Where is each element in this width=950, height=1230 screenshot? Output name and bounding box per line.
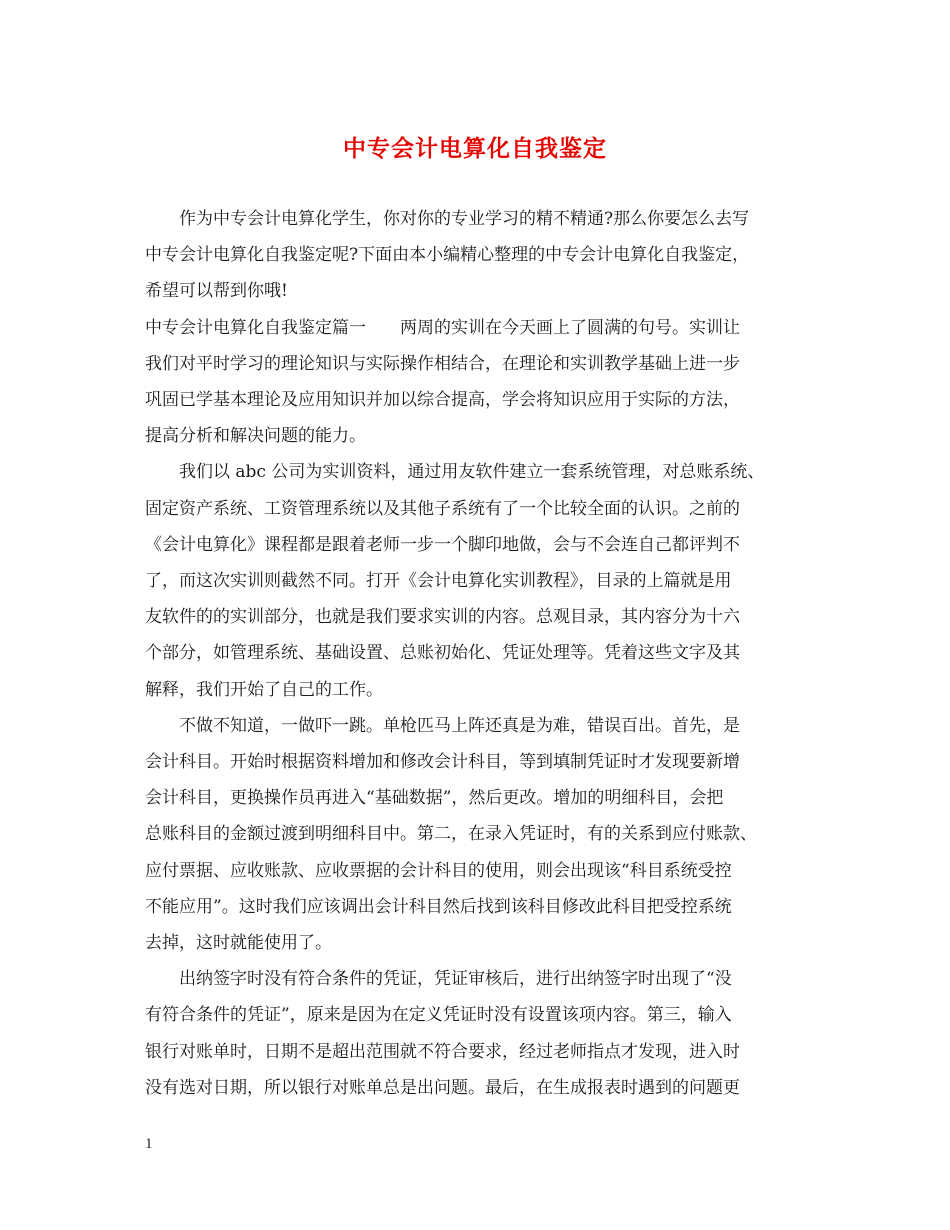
text-line: 我们对平时学习的理论知识与实际操作相结合，在理论和实训教学基础上进一步: [145, 353, 740, 374]
text-line: 中专会计电算化自我鉴定呢?下面由本小编精心整理的中专会计电算化自我鉴定，: [145, 245, 750, 266]
text-line: 固定资产系统、工资管理系统以及其他子系统有了一个比较全面的认识。之前的: [145, 498, 740, 519]
text-line: 个部分，如管理系统、基础设置、总账初始化、凭证处理等。凭着这些文字及其: [145, 643, 740, 664]
text-line: 会计科目，更换操作员再进入“基础数据”，然后更改。增加的明细科目，会把: [145, 788, 724, 809]
text-line: 不能应用”。这时我们应该调出会计科目然后找到该科目修改此科目把受控系统: [145, 896, 732, 917]
text-line: 没有选对日期，所以银行对账单总是出问题。最后，在生成报表时遇到的问题更: [145, 1077, 740, 1098]
text-line: 巩固已学基本理论及应用知识并加以综合提高，学会将知识应用于实际的方法，: [145, 390, 740, 411]
text-line: 希望可以帮到你哦!: [145, 281, 288, 302]
text-line: 不做不知道，一做吓一跳。单枪匹马上阵还真是为难，错误百出。首先，是: [179, 715, 740, 736]
text-line: 会计科目。开始时根据资料增加和修改会计科目，等到填制凭证时才发现要新增: [145, 752, 740, 773]
document-title: 中专会计电算化自我鉴定: [343, 136, 607, 162]
text-line: 总账科目的金额过渡到明细科目中。第二，在录入凭证时，有的关系到应付账款、: [145, 824, 757, 845]
text-line: 银行对账单时，日期不是超出范围就不符合要求，经过老师指点才发现，进入时: [145, 1041, 740, 1062]
page-number: 1: [145, 1136, 153, 1152]
document-body: [145, 201, 810, 1106]
text-line: 有符合条件的凭证”，原来是因为在定义凭证时没有设置该项内容。第三，输入: [145, 1005, 732, 1026]
text-line: 出纳签字时没有符合条件的凭证，凭证审核后，进行出纳签字时出现了“没: [179, 969, 732, 990]
section-heading-line: 中专会计电算化自我鉴定篇一 两周的实训在今天画上了圆满的句号。实训让: [145, 317, 740, 338]
text-line: 提高分析和解决问题的能力。: [145, 426, 366, 447]
text-line: 作为中专会计电算化学生，你对你的专业学习的精不精通?那么你要怎么去写: [179, 209, 750, 229]
text-line: 了，而这次实训则截然不同。打开《会计电算化实训教程》，目录的上篇就是用: [145, 571, 732, 592]
text-line: 解释，我们开始了自己的工作。: [145, 679, 383, 700]
text-line: 友软件的的实训部分，也就是我们要求实训的内容。总观目录，其内容分为十六: [145, 607, 740, 628]
text-line: 我们以 abc 公司为实训资料，通过用友软件建立一套系统管理，对总账系统、: [179, 462, 765, 483]
text-line: 去掉，这时就能使用了。: [145, 933, 332, 954]
text-line: 应付票据、应收账款、应收票据的会计科目的使用，则会出现该“科目系统受控: [145, 860, 732, 881]
text-line: 《会计电算化》课程都是跟着老师一步一个脚印地做，会与不会连自己都评判不: [145, 534, 740, 555]
